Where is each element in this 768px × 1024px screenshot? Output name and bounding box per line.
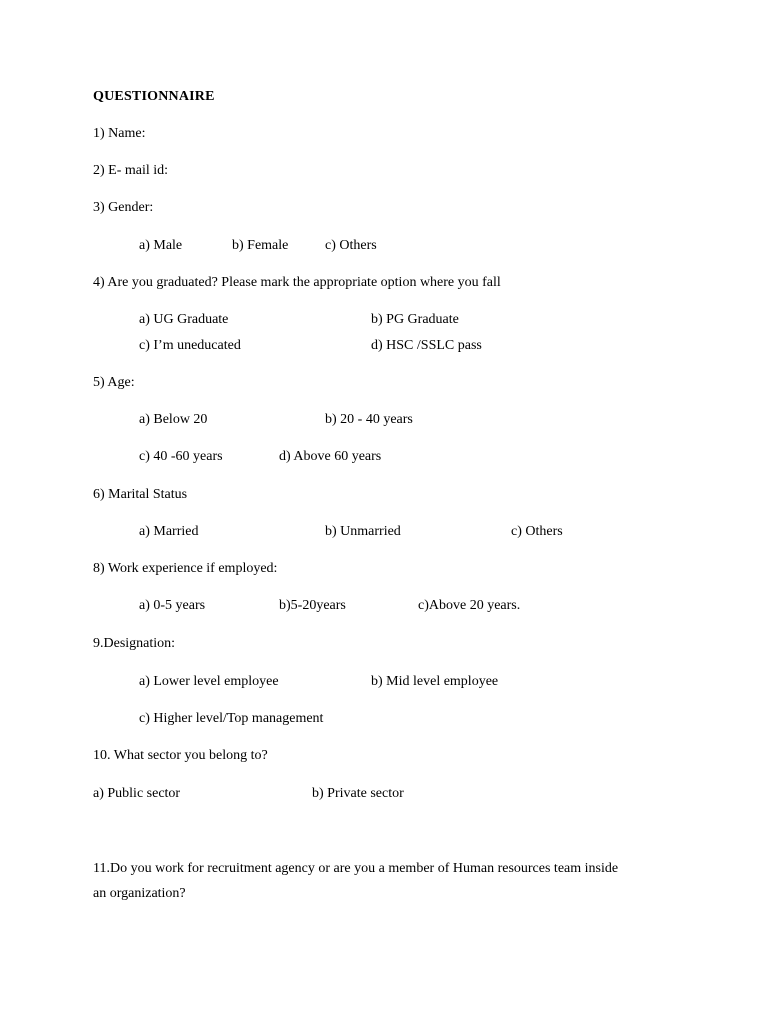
question-age: 5) Age: (93, 375, 135, 390)
marital-option-married: a) Married (139, 524, 199, 539)
designation-option-top: c) Higher level/Top management (139, 711, 324, 726)
age-option-above-60: d) Above 60 years (279, 449, 382, 464)
question-recruitment-line-1: 11.Do you work for recruitment agency or are you a member of Human resources team inside (93, 861, 619, 876)
question-recruitment-line-2: an organization? (93, 886, 186, 901)
question-designation: 9.Designation: (93, 636, 176, 651)
question-work-experience: 8) Work experience if employed: (93, 561, 278, 576)
page-title: QUESTIONNAIRE (93, 89, 215, 104)
graduation-option-pg: b) PG Graduate (371, 312, 459, 327)
gender-option-male: a) Male (139, 238, 183, 253)
age-option-40-60: c) 40 -60 years (139, 449, 223, 464)
question-graduation: 4) Are you graduated? Please mark the appropriate option where you fall (93, 275, 501, 290)
designation-option-lower: a) Lower level employee (139, 674, 279, 689)
designation-option-mid: b) Mid level employee (371, 674, 499, 689)
sector-option-public: a) Public sector (93, 786, 181, 801)
experience-option-5-20: b)5-20years (279, 598, 346, 613)
sector-option-private: b) Private sector (312, 786, 404, 801)
gender-option-others: c) Others (325, 238, 377, 253)
experience-option-0-5: a) 0-5 years (139, 598, 206, 613)
marital-option-others: c) Others (511, 524, 563, 539)
question-sector: 10. What sector you belong to? (93, 748, 268, 763)
age-option-20-40: b) 20 - 40 years (325, 412, 413, 427)
marital-option-unmarried: b) Unmarried (325, 524, 401, 539)
experience-option-above-20: c)Above 20 years. (418, 598, 521, 613)
graduation-option-uneducated: c) I’m uneducated (139, 338, 241, 353)
question-marital-status: 6) Marital Status (93, 487, 188, 502)
graduation-option-ug: a) UG Graduate (139, 312, 229, 327)
age-option-below-20: a) Below 20 (139, 412, 208, 427)
question-gender: 3) Gender: (93, 200, 154, 215)
question-email: 2) E- mail id: (93, 163, 169, 178)
gender-option-female: b) Female (232, 238, 289, 253)
question-name: 1) Name: (93, 126, 146, 141)
graduation-option-hsc: d) HSC /SSLC pass (371, 338, 482, 353)
